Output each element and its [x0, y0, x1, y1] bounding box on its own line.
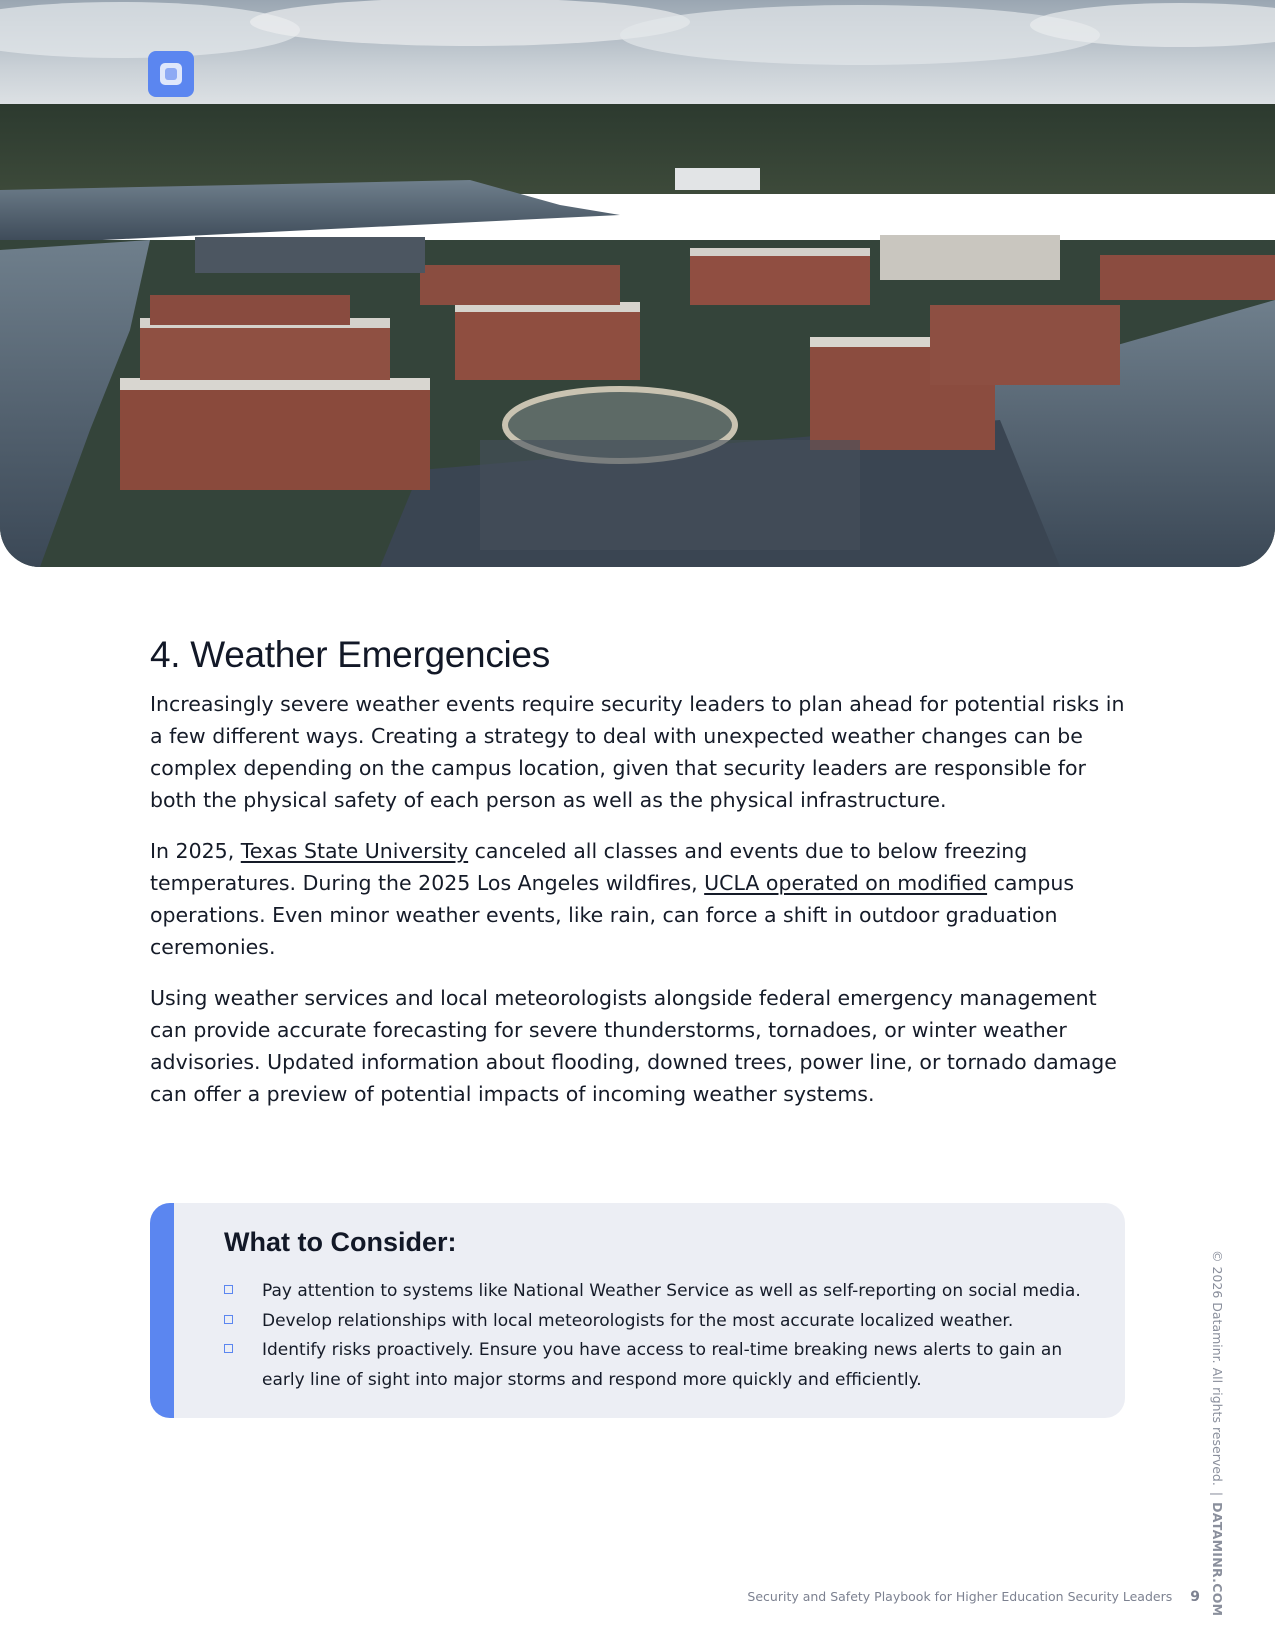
list-item-text: Develop relationships with local meteorologists for the most accurate localized weather. — [262, 1310, 1014, 1331]
document-title: Security and Safety Playbook for Higher Education Security Leaders — [747, 1589, 1173, 1604]
section-body — [150, 688, 1130, 1129]
texas-state-university-link[interactable]: Texas State University — [240, 839, 469, 863]
checkbox-bullet-icon — [224, 1285, 233, 1294]
consider-list — [224, 1277, 1104, 1395]
page-footer — [747, 1589, 1200, 1605]
paragraph-3: Using weather services and local meteorologists alongside federal emergency management can provide accurate forecasting for severe thunderstorms, tornadoes, or winter weather advisories. Updated information about flooding, downed trees, power line, or tornado damage can offer a preview of potential impacts of incoming weather systems. — [150, 986, 1117, 1106]
copyright-text: © 2026 Dataminr. All rights reserved. — [1210, 1250, 1225, 1486]
page-number: 9 — [1190, 1589, 1200, 1605]
checkbox-bullet-icon — [224, 1315, 233, 1324]
list-item-text: Pay attention to systems like National Weather Service as well as self-reporting on social media. — [262, 1281, 1081, 1301]
list-item-text: Identify risks proactively. Ensure you have access to real-time breaking news alerts to gain an early line of sight into major storms and respond more quickly and efficiently. — [262, 1340, 1063, 1390]
what-to-consider-box — [150, 1203, 1125, 1418]
paragraph-2-text-c: campus operations. Even minor weather events, like rain, can force a shift in outdoor graduation ceremonies. — [150, 871, 1075, 959]
checkbox-bullet-icon — [224, 1344, 233, 1353]
dataminr-logo-icon — [148, 51, 194, 97]
paragraph-2 — [150, 835, 1130, 963]
callout-accent-bar — [150, 1203, 174, 1418]
ucla-modified-operations-link[interactable]: UCLA operated on modified — [704, 871, 988, 895]
hero-image — [0, 0, 1275, 567]
section-title: 4. Weather Emergencies — [150, 634, 550, 675]
separator: | — [1210, 1491, 1225, 1497]
list-item — [224, 1307, 1104, 1337]
paragraph-2-text-b: canceled all classes and events due to below freezing temperatures. During the 2025 Los Angeles wildfires, — [150, 839, 1028, 895]
paragraph-2-text-a: In 2025, — [150, 839, 241, 863]
copyright-sidebar — [1210, 1250, 1225, 1616]
callout-title: What to Consider: — [224, 1227, 457, 1257]
list-item — [224, 1336, 1104, 1395]
site-link[interactable]: DATAMINR.COM — [1210, 1502, 1225, 1617]
paragraph-1: Increasingly severe weather events require security leaders to plan ahead for potential risks in a few different ways. Creating a strategy to deal with unexpected weather changes can be complex depending on the campus location, given that security leaders are responsible for both the physical safety of each person as well as the physical infrastructure. — [150, 692, 1125, 812]
list-item — [224, 1277, 1104, 1307]
